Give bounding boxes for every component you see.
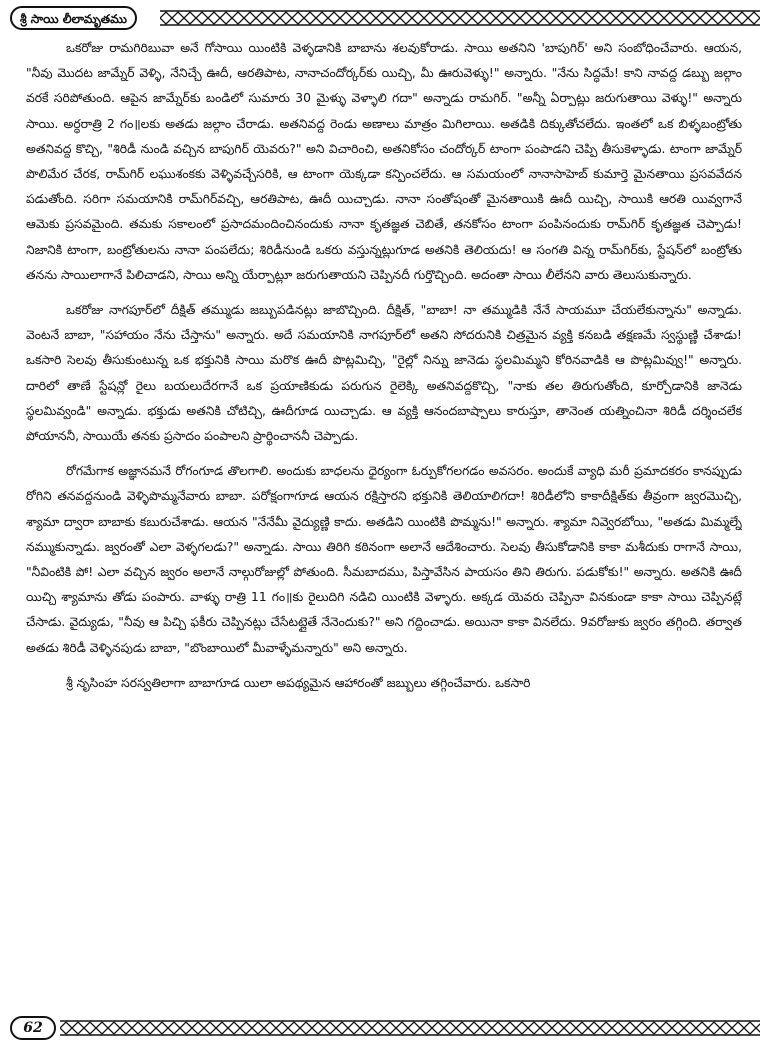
header-ornament-border	[160, 8, 760, 28]
page-body	[26, 36, 742, 1014]
paragraph-dixit-brother: ఒకరోజు నాగపూర్‌లో దీక్షిత్ తమ్ముడు జబ్బుపడినట్లు జాబొచ్చింది. దీక్షిత్, "బాబా! నా తమ్ముడికి నేనే సాయమూ చేయలేకున్నాను" అన్నాడు. వెంటనే బాబా, "సహాయం నేను చేస్తాను" అన్నారు. అదే సమయానికి నాగపూర్‌లో అతని సోదరునికి చిత్రమైన వ్యక్తి కనబడి తక్షణమే స్వస్థుణ్ణి చేశాడు! ఒకసారి సెలవు తీసుకుంటున్న ఒక భక్తునికి సాయి మరొక ఊదీ పొట్లమిచ్చి, "రైల్లో నిన్ను జానెడు స్థలమిమ్మని కోరినవాడికి ఆ పొట్లమివ్వు!" అన్నారు. దారిలో తాణే స్టేషన్లో రైలు బయలుదేరగానే ఒక ప్రయాణికుడు పరుగున రైలెక్కి అతనివద్దకొచ్చి, "నాకు తల తిరుగుతోంది, కూర్చోడానికి జానెడు స్థలమివ్వండి" అన్నాడు. భక్తుడు అతనికి చోటిచ్చి, ఊదీగూడ యిచ్చాడు. ఆ వ్యక్తి ఆనందబాష్పాలు కారుస్తూ, తానెంత యత్నించినా శిరిడీ దర్శించలేక పోయాననీ, సాయియే తనకు ప్రసాదం పంపాలని ప్రార్థించాననీ చెప్పాడు.	[26, 303, 742, 444]
page-number: 62	[10, 1016, 56, 1040]
paragraph-ramgir: ఒకరోజు రామగిరిబువా అనే గోసాయి యింటికి వెళ్ళడానికి బాబాను శలవుకోరాడు. సాయి అతనిని 'బాపుగిర్' అని సంబోధించేవారు. ఆయన, "నీవు మొదట జామ్నేర్ వెళ్ళి, నేనిచ్చే ఊదీ, ఆరతిపాట, నానాచందోర్కర్‌కు యిచ్చి, మీ ఊరువెళ్ళు!" అన్నారు. "నేను సిద్ధమే! కాని నావద్ద డబ్బు జల్గాం వరకే సరిపోతుంది. ఆపైన జామ్నేర్‌కు బండిలో సుమారు 30 మైళ్ళు వెళ్ళాలి గదా" అన్నాడు రామగిర్. "అన్నీ ఏర్పాట్లు జరుగుతాయి వెళ్ళు!" అన్నారు సాయి. అర్ధరాత్రి 2 గం॥లకు అతడు జల్గాం చేరాడు. అతనివద్ద రెండు అణాలు మాత్రం మిగిలాయి. అతడికి దిక్కుతోచలేదు. ఇంతలో ఒక బిళ్ళబంట్రోతు అతనివద్ద కొచ్చి, "శిరిడీ నుండి వచ్చిన బాపుగిర్ యెవరు?" అని విచారించి, అతనికోసం చందోర్కర్ టాంగా పంపాడని చెప్పి తీసుకెళ్ళాడు. టాంగా జామ్నేర్ పొలిమేర చేరక, రామ్‌గిర్ లఘుశంకకు వెళ్ళివచ్చేసరికి, ఆ టాంగా యెక్కడా కన్పించలేదు. ఆ సమయంలో నానాసాహెబ్ కుమార్తె మైనతాయి ప్రసవవేదన పడుతోంది. సరిగా సమయానికి రామ్‌గిర్‌వచ్చి, ఆరతిపాట, ఊదీ యిచ్చాడు. నానా సంతోషంతో మైనతాయికి ఊదీ యిచ్చి, సాయికి ఆరతి యివ్వగానే ఆమెకు ప్రసవమైంది. తమకు సకాలంలో ప్రసాదమందించినందుకు నానా కృతజ్ఞత చెబితే, తనకోసం టాంగా పంపినందుకు రామ్‌గిర్ కృతజ్ఞత చెప్పాడు! నిజానికి టాంగా, బంట్రోతులను నానా పంపలేదు; శిరిడీనుండి ఒకరు వస్తున్నట్లుగూడ అతనికి తెలియదు! ఆ సంగతి విన్న రామ్‌గిర్‌కు, స్టేషన్‌లో బంట్రోతు తనను సాయిలాగానే పిలిచాడని, సాయి అన్ని యేర్పాట్లూ జరుగుతాయని చెప్పినదీ గుర్తొచ్చింది. అదంతా సాయి లీలేనని వారు తెలుసుకున్నారు.	[26, 41, 742, 282]
page-footer	[10, 1014, 760, 1044]
footer-ornament-border	[60, 1018, 760, 1038]
page-header	[10, 6, 760, 32]
paragraph-nrusimha: శ్రీ నృసింహ సరస్వతిలాగా బాబాగూడ యిలా అపథ్యమైన ఆహారంతో జబ్బులు తగ్గించేవారు. ఒకసారి	[66, 675, 531, 690]
paragraph-kaka-fever: రోగమేగాక అజ్ఞానమనే రోగంగూడ తొలగాలి. అందుకు బాధలను ధైర్యంగా ఓర్పుకోగలగడం అవసరం. అందుకే వ్యాధి మరీ ప్రమాదకరం కానప్పుడు రోగిని తనవద్దనుండి వెళ్ళిపొమ్మనేవారు బాబా. పరోక్షంగాగూడ ఆయన రక్షిస్తారని భక్తునికి తెలియాలిగదా! శిరిడీలోని కాకాదీక్షిత్‌కు తీవ్రంగా జ్వరమొచ్చి, శ్యామా ద్వారా బాబాకు కబురుచేశాడు. ఆయన "నేనేమీ వైద్యుణ్ణి కాదు. అతడిని యింటికి పొమ్మను!" అన్నారు. శ్యామా నివ్వెరబోయి, "అతడు మిమ్మల్నే నమ్ముకున్నాడు. జ్వరంతో ఎలా వెళ్ళగలడు?" అన్నాడు. సాయి తిరిగి కఠినంగా అలానే ఆదేశించారు. సెలవు తీసుకోడానికి కాకా మశీదుకు రాగానే సాయి, "నీవింటికి పో! ఎలా వచ్చిన జ్వరం అలానే నాల్గురోజుల్లో పోతుంది. సీమబాదము, పిస్తావేసిన పాయసం తిని తిరుగు. పడుకోకు!" అన్నారు. అతనికి ఊదీ యిచ్చి శ్యామాను తోడు పంపారు. వాళ్ళు రాత్రి 11 గం॥కు రైలుదిగి నడిచి యింటికి వెళ్ళారు. అక్కడ యెవరు చెప్పినా వినకుండా కాకా సాయి చెప్పినట్లే చేసాడు. వైద్యుడు, "నీవు ఆ పిచ్చి ఫకీరు చెప్పినట్లు చేసేటట్లైతే నేనెందుకు?" అని గద్దించాడు. అయినా కాకా వినలేదు. 9వరోజుకు జ్వరం తగ్గింది. తర్వాత అతడు శిరిడీ వెళ్ళినపుడు బాబా, "బొంబాయిలో మీవాళ్ళేమన్నారు" అని అన్నారు.	[26, 464, 742, 655]
book-title: శ్రీ సాయి లీలామృతము	[10, 6, 137, 30]
